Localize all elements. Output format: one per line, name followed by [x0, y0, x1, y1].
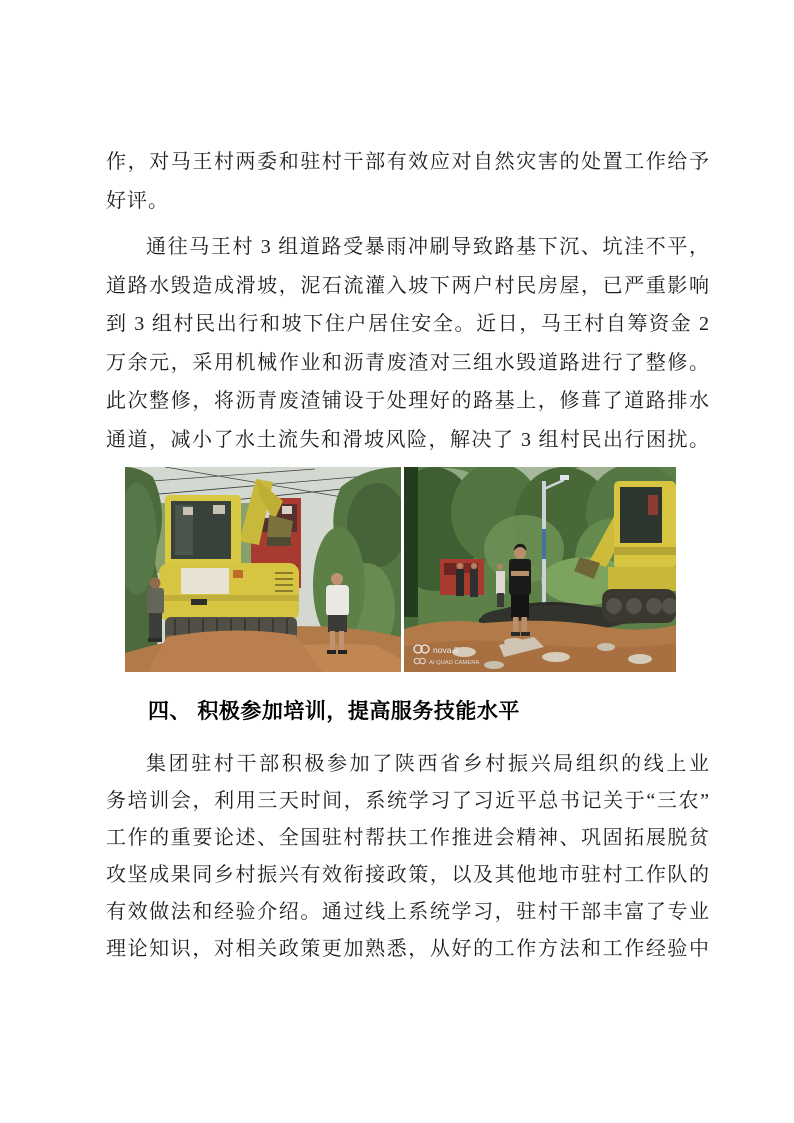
- paragraph-line: 到 3 组村民出行和坡下住户居住安全。近日，马王村自筹资金 2: [106, 313, 710, 335]
- paragraph-line: 此次整修，将沥青废渣铺设于处理好的路基上，修葺了道路排水: [106, 390, 710, 412]
- paragraph-line: 攻坚成果同乡村振兴有效衔接政策，以及其他地市驻村工作队的: [106, 864, 710, 886]
- paragraph-line: 作，对马王村两委和驻村干部有效应对自然灾害的处置工作给予: [106, 151, 710, 173]
- paragraph-flood-response: [106, 143, 710, 220]
- paragraph-line: 通往马王村 3 组道路受暴雨冲刷导致路基下沉、坑洼不平，: [146, 236, 710, 258]
- paragraph-line: 通道，减小了水土流失和滑坡风险，解决了 3 组村民出行困扰。: [106, 428, 710, 451]
- right-photo: [404, 467, 676, 672]
- paragraph-road-repair: [106, 228, 710, 459]
- document-body: [106, 143, 710, 968]
- paragraph-training: [106, 746, 710, 968]
- paragraph-line: 道路水毁造成滑坡，泥石流灌入坡下两户村民房屋，已严重影响: [106, 274, 710, 297]
- paragraph-line: 务培训会，利用三天时间，系统学习了习近平总书记关于“三农”: [106, 790, 710, 812]
- road-repair-photos: [125, 467, 676, 672]
- left-photo-graphic: [125, 467, 401, 672]
- paragraph-line: 集团驻村干部积极参加了陕西省乡村振兴局组织的线上业: [146, 753, 710, 775]
- section-heading-4: 四、 积极参加培训，提高服务技能水平: [148, 700, 520, 723]
- left-photo: [125, 467, 401, 672]
- watermark-device-label: nova 8: [433, 645, 459, 655]
- watermark-camera-label: AI QUAD CAMERA: [429, 660, 480, 666]
- paragraph-line: 工作的重要论述、全国驻村帮扶工作推进会精神、巩固拓展脱贫: [106, 827, 710, 849]
- right-photo-graphic: [404, 467, 676, 672]
- paragraph-line: 万余元，采用机械作业和沥青废渣对三组水毁道路进行了整修。: [106, 351, 710, 374]
- paragraph-line: 好评。: [106, 189, 169, 212]
- paragraph-line: 理论知识，对相关政策更加熟悉，从好的工作方法和工作经验中: [106, 938, 710, 960]
- paragraph-line: 有效做法和经验介绍。通过线上系统学习，驻村干部丰富了专业: [106, 901, 710, 923]
